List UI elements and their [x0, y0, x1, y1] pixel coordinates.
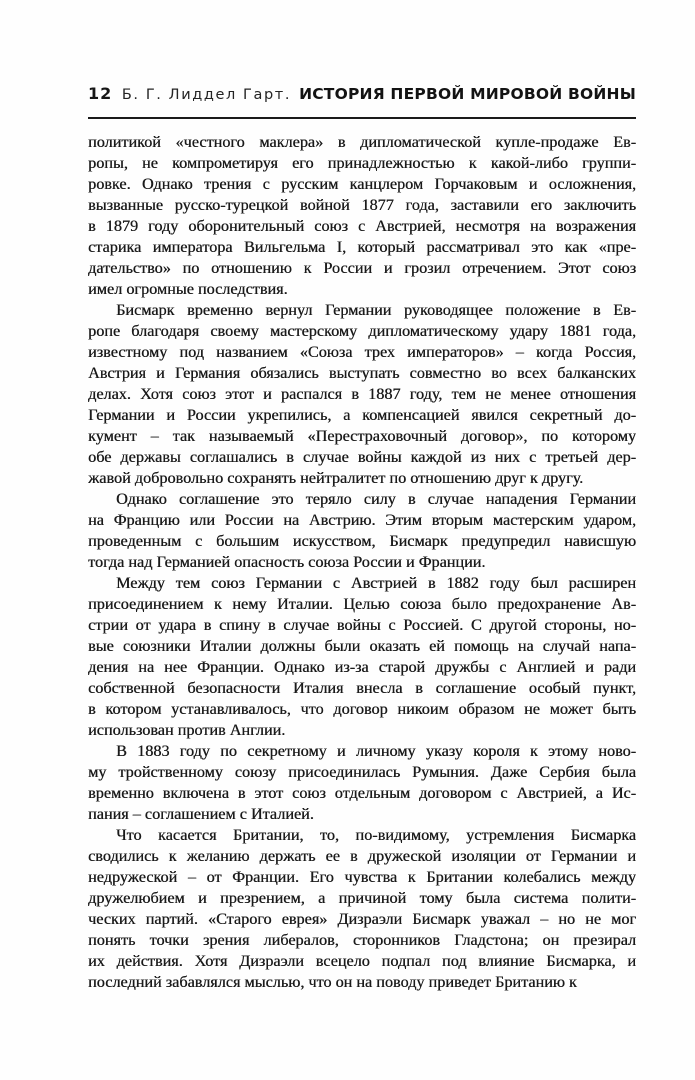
- page-header: [88, 84, 636, 104]
- text-line: Однако соглашение это теряло силу в случае нападения Германии: [116, 490, 636, 508]
- text-line: кумент – так называемый «Перестраховочный договор», по которому: [88, 427, 636, 445]
- text-line: имел огромные последствия.: [88, 280, 288, 298]
- text-line: му тройственному союзу присоединилась Румыния. Даже Сербия была: [88, 763, 636, 781]
- body-text: [88, 132, 636, 993]
- text-line: Между тем союз Германии с Австрией в 1882 году был расширен: [116, 574, 636, 592]
- text-line: политикой «честного маклера» в дипломатической купле-продаже Ев-: [88, 133, 636, 151]
- text-line: жавой добровольно сохранять нейтралитет по отношению друг к другу.: [88, 469, 584, 487]
- page-number: 12: [88, 84, 113, 103]
- paragraph: [88, 132, 636, 300]
- text-line: в 1879 году оборонительный союз с Австрией, несмотря на возражения: [88, 217, 636, 235]
- text-line: ропе благодаря своему мастерскому дипломатическому удару 1881 года,: [88, 322, 636, 340]
- text-line: вызванные русско-турецкой войной 1877 года, заставили его заключить: [88, 196, 636, 214]
- running-title: [122, 85, 636, 104]
- text-line: их действия. Хотя Дизраэли всецело подпал под влияние Бисмарка, и: [88, 952, 636, 970]
- header-divider-rule: [88, 117, 636, 119]
- text-line: пания – соглашением с Италией.: [88, 805, 314, 823]
- paragraph: [88, 489, 636, 573]
- text-line: последний забавлялся мыслью, что он на поводу приведет Британию к: [88, 973, 577, 991]
- text-line: Германии и России укрепились, а компенсацией явился секретный до-: [88, 406, 636, 424]
- text-line: Что касается Британии, то, по-видимому, устремления Бисмарка: [116, 826, 636, 844]
- paragraph: [88, 741, 636, 825]
- paragraph: [88, 573, 636, 741]
- text-line: Бисмарк временно вернул Германии руководящее положение в Ев-: [116, 301, 636, 319]
- text-line: старика императора Вильгельма I, который рассматривал это как «пре-: [88, 238, 636, 256]
- paragraph: [88, 825, 636, 993]
- text-line: В 1883 году по секретному и личному указу короля к этому ново-: [116, 742, 636, 760]
- text-line: понять точки зрения либералов, сторонников Гладстона; он презирал: [88, 931, 636, 949]
- text-line: использован против Англии.: [88, 721, 286, 739]
- text-line: дения на нее Франции. Однако из-за старой дружбы с Англией и ради: [88, 658, 636, 676]
- running-title-book: ИСТОРИЯ ПЕРВОЙ МИРОВОЙ ВОЙНЫ: [299, 85, 636, 103]
- text-line: дательство» по отношению к России и грозил отречением. Этот союз: [88, 259, 636, 277]
- text-line: стрии от удара в спину в случае войны с Россией. С другой стороны, но-: [88, 616, 636, 634]
- text-line: собственной безопасности Италия внесла в соглашение особый пункт,: [88, 679, 636, 697]
- text-line: вые союзники Италии должны были оказать ей помощь на случай напа-: [88, 637, 636, 655]
- text-line: ческих партий. «Старого еврея» Дизраэли Бисмарк уважал – но не мог: [88, 910, 636, 928]
- text-line: на Францию или России на Австрию. Этим вторым мастерским ударом,: [88, 511, 636, 529]
- running-title-author: Б. Г. Лиддел Гарт.: [121, 87, 292, 103]
- text-line: недружеской – от Франции. Его чувства к Британии колебались между: [88, 868, 636, 886]
- text-line: временно включена в этот союз отдельным договором с Австрией, а Ис-: [88, 784, 636, 802]
- text-line: присоединением к нему Италии. Целью союза было предохранение Ав-: [88, 595, 636, 613]
- text-line: делах. Хотя союз этот и распался в 1887 году, тем не менее отношения: [88, 385, 636, 403]
- text-line: Австрия и Германия обязались выступать совместно во всех балканских: [88, 364, 636, 382]
- text-line: ропы, не компрометируя его принадлежностью к какой-либо группи-: [88, 154, 636, 172]
- text-line: тогда над Германией опасность союза России и Франции.: [88, 553, 486, 571]
- text-line: известному под названием «Союза трех императоров» – когда Россия,: [88, 343, 636, 361]
- text-line: дружелюбием и презрением, а причиной тому была система полити-: [88, 889, 636, 907]
- text-line: ровке. Однако трения с русским канцлером Горчаковым и осложнения,: [88, 175, 636, 193]
- text-line: сводились к желанию держать ее в дружеской изоляции от Германии и: [88, 847, 636, 865]
- text-line: в котором устанавливалось, что договор никоим образом не может быть: [88, 700, 636, 718]
- text-line: проведенным с большим искусством, Бисмарк предупредил нависшую: [88, 532, 636, 550]
- paragraph: [88, 300, 636, 489]
- text-line: обе державы соглашались в случае войны каждой из них с третьей дер-: [88, 448, 636, 466]
